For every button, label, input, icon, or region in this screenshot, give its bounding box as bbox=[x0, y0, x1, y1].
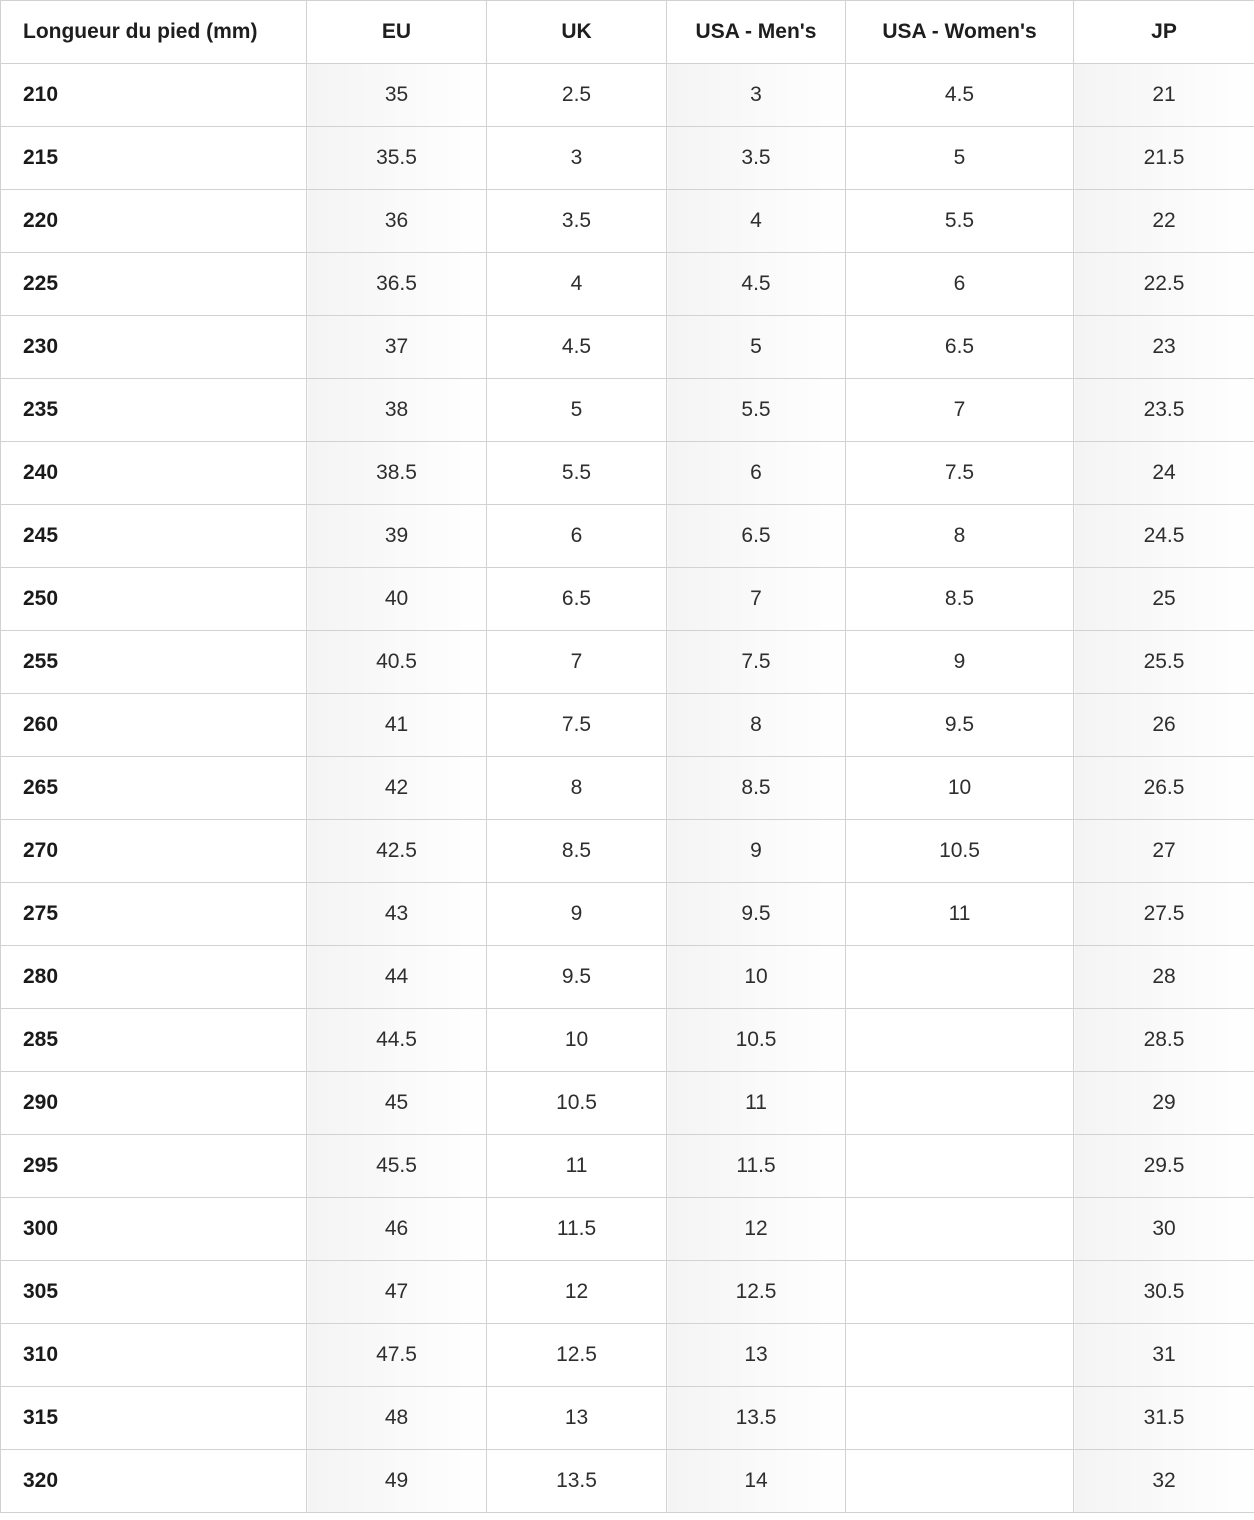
cell-usa-men: 9.5 bbox=[667, 883, 846, 946]
cell-usa-women bbox=[846, 1387, 1074, 1450]
cell-usa-men: 12.5 bbox=[667, 1261, 846, 1324]
cell-jp: 29 bbox=[1074, 1072, 1254, 1135]
cell-usa-women: 7.5 bbox=[846, 442, 1074, 505]
cell-eu: 41 bbox=[307, 694, 487, 757]
cell-foot-length: 285 bbox=[1, 1009, 307, 1072]
cell-jp: 31 bbox=[1074, 1324, 1254, 1387]
cell-eu: 46 bbox=[307, 1198, 487, 1261]
cell-jp: 28.5 bbox=[1074, 1009, 1254, 1072]
table-row bbox=[1, 883, 1254, 946]
cell-foot-length: 255 bbox=[1, 631, 307, 694]
cell-eu: 40.5 bbox=[307, 631, 487, 694]
cell-usa-men: 10.5 bbox=[667, 1009, 846, 1072]
cell-foot-length: 320 bbox=[1, 1450, 307, 1513]
cell-eu: 36.5 bbox=[307, 253, 487, 316]
table-row bbox=[1, 631, 1254, 694]
cell-jp: 31.5 bbox=[1074, 1387, 1254, 1450]
cell-usa-men: 11.5 bbox=[667, 1135, 846, 1198]
cell-uk: 6 bbox=[487, 505, 667, 568]
cell-eu: 45.5 bbox=[307, 1135, 487, 1198]
cell-eu: 35.5 bbox=[307, 127, 487, 190]
cell-foot-length: 230 bbox=[1, 316, 307, 379]
cell-eu: 45 bbox=[307, 1072, 487, 1135]
table-row bbox=[1, 505, 1254, 568]
cell-usa-men: 4 bbox=[667, 190, 846, 253]
cell-foot-length: 235 bbox=[1, 379, 307, 442]
header-usa-men: USA - Men's bbox=[667, 1, 846, 64]
cell-jp: 21.5 bbox=[1074, 127, 1254, 190]
table-row bbox=[1, 64, 1254, 127]
cell-usa-women: 10 bbox=[846, 757, 1074, 820]
cell-eu: 49 bbox=[307, 1450, 487, 1513]
cell-usa-women: 8.5 bbox=[846, 568, 1074, 631]
cell-usa-men: 8 bbox=[667, 694, 846, 757]
table-row bbox=[1, 379, 1254, 442]
cell-uk: 7 bbox=[487, 631, 667, 694]
table-row bbox=[1, 820, 1254, 883]
cell-usa-women: 5.5 bbox=[846, 190, 1074, 253]
cell-uk: 13 bbox=[487, 1387, 667, 1450]
cell-usa-men: 7 bbox=[667, 568, 846, 631]
cell-uk: 11 bbox=[487, 1135, 667, 1198]
cell-uk: 7.5 bbox=[487, 694, 667, 757]
cell-uk: 8.5 bbox=[487, 820, 667, 883]
cell-usa-women: 8 bbox=[846, 505, 1074, 568]
cell-eu: 37 bbox=[307, 316, 487, 379]
table-row bbox=[1, 1009, 1254, 1072]
cell-foot-length: 260 bbox=[1, 694, 307, 757]
table-row bbox=[1, 127, 1254, 190]
cell-uk: 4 bbox=[487, 253, 667, 316]
cell-eu: 35 bbox=[307, 64, 487, 127]
table-row bbox=[1, 1261, 1254, 1324]
cell-jp: 29.5 bbox=[1074, 1135, 1254, 1198]
cell-usa-men: 5 bbox=[667, 316, 846, 379]
cell-usa-women bbox=[846, 1198, 1074, 1261]
cell-foot-length: 310 bbox=[1, 1324, 307, 1387]
cell-jp: 23 bbox=[1074, 316, 1254, 379]
cell-jp: 27.5 bbox=[1074, 883, 1254, 946]
header-uk: UK bbox=[487, 1, 667, 64]
cell-usa-women bbox=[846, 946, 1074, 1009]
cell-uk: 9 bbox=[487, 883, 667, 946]
cell-jp: 22 bbox=[1074, 190, 1254, 253]
cell-foot-length: 215 bbox=[1, 127, 307, 190]
cell-foot-length: 220 bbox=[1, 190, 307, 253]
cell-uk: 12.5 bbox=[487, 1324, 667, 1387]
cell-eu: 38.5 bbox=[307, 442, 487, 505]
cell-jp: 26 bbox=[1074, 694, 1254, 757]
cell-jp: 26.5 bbox=[1074, 757, 1254, 820]
cell-usa-women: 5 bbox=[846, 127, 1074, 190]
table-body bbox=[1, 64, 1254, 1513]
cell-usa-men: 12 bbox=[667, 1198, 846, 1261]
cell-uk: 2.5 bbox=[487, 64, 667, 127]
cell-eu: 40 bbox=[307, 568, 487, 631]
cell-uk: 3 bbox=[487, 127, 667, 190]
cell-jp: 30.5 bbox=[1074, 1261, 1254, 1324]
cell-eu: 36 bbox=[307, 190, 487, 253]
cell-usa-men: 13 bbox=[667, 1324, 846, 1387]
cell-foot-length: 275 bbox=[1, 883, 307, 946]
cell-jp: 27 bbox=[1074, 820, 1254, 883]
cell-usa-women: 9 bbox=[846, 631, 1074, 694]
cell-usa-women: 4.5 bbox=[846, 64, 1074, 127]
table-header bbox=[1, 1, 1254, 64]
header-foot-length: Longueur du pied (mm) bbox=[1, 1, 307, 64]
table-row bbox=[1, 694, 1254, 757]
cell-uk: 9.5 bbox=[487, 946, 667, 1009]
table-row bbox=[1, 442, 1254, 505]
cell-eu: 39 bbox=[307, 505, 487, 568]
table-row bbox=[1, 1387, 1254, 1450]
cell-foot-length: 245 bbox=[1, 505, 307, 568]
cell-foot-length: 240 bbox=[1, 442, 307, 505]
cell-jp: 25 bbox=[1074, 568, 1254, 631]
header-jp: JP bbox=[1074, 1, 1254, 64]
cell-usa-women bbox=[846, 1072, 1074, 1135]
cell-uk: 10 bbox=[487, 1009, 667, 1072]
header-row bbox=[1, 1, 1254, 64]
cell-foot-length: 270 bbox=[1, 820, 307, 883]
cell-usa-men: 6.5 bbox=[667, 505, 846, 568]
header-usa-women: USA - Women's bbox=[846, 1, 1074, 64]
cell-usa-men: 5.5 bbox=[667, 379, 846, 442]
cell-uk: 10.5 bbox=[487, 1072, 667, 1135]
cell-foot-length: 315 bbox=[1, 1387, 307, 1450]
cell-usa-women bbox=[846, 1009, 1074, 1072]
cell-uk: 11.5 bbox=[487, 1198, 667, 1261]
header-eu: EU bbox=[307, 1, 487, 64]
cell-usa-men: 3.5 bbox=[667, 127, 846, 190]
cell-usa-women: 6.5 bbox=[846, 316, 1074, 379]
cell-jp: 30 bbox=[1074, 1198, 1254, 1261]
cell-jp: 21 bbox=[1074, 64, 1254, 127]
cell-uk: 12 bbox=[487, 1261, 667, 1324]
cell-usa-men: 14 bbox=[667, 1450, 846, 1513]
cell-foot-length: 295 bbox=[1, 1135, 307, 1198]
cell-eu: 38 bbox=[307, 379, 487, 442]
cell-usa-men: 11 bbox=[667, 1072, 846, 1135]
cell-usa-women: 6 bbox=[846, 253, 1074, 316]
table-row bbox=[1, 1072, 1254, 1135]
cell-eu: 42 bbox=[307, 757, 487, 820]
cell-eu: 48 bbox=[307, 1387, 487, 1450]
cell-usa-women bbox=[846, 1261, 1074, 1324]
cell-uk: 8 bbox=[487, 757, 667, 820]
cell-eu: 43 bbox=[307, 883, 487, 946]
cell-usa-women bbox=[846, 1324, 1074, 1387]
cell-foot-length: 290 bbox=[1, 1072, 307, 1135]
cell-jp: 24 bbox=[1074, 442, 1254, 505]
cell-usa-women: 10.5 bbox=[846, 820, 1074, 883]
table-row bbox=[1, 253, 1254, 316]
cell-uk: 4.5 bbox=[487, 316, 667, 379]
cell-usa-men: 8.5 bbox=[667, 757, 846, 820]
cell-uk: 5.5 bbox=[487, 442, 667, 505]
cell-foot-length: 265 bbox=[1, 757, 307, 820]
cell-jp: 22.5 bbox=[1074, 253, 1254, 316]
cell-uk: 3.5 bbox=[487, 190, 667, 253]
cell-usa-men: 9 bbox=[667, 820, 846, 883]
table-row bbox=[1, 946, 1254, 1009]
cell-uk: 5 bbox=[487, 379, 667, 442]
cell-eu: 47 bbox=[307, 1261, 487, 1324]
cell-eu: 44 bbox=[307, 946, 487, 1009]
cell-usa-men: 4.5 bbox=[667, 253, 846, 316]
table-row bbox=[1, 1198, 1254, 1261]
cell-foot-length: 210 bbox=[1, 64, 307, 127]
cell-usa-men: 13.5 bbox=[667, 1387, 846, 1450]
cell-usa-men: 3 bbox=[667, 64, 846, 127]
cell-jp: 28 bbox=[1074, 946, 1254, 1009]
cell-eu: 42.5 bbox=[307, 820, 487, 883]
cell-eu: 44.5 bbox=[307, 1009, 487, 1072]
cell-jp: 25.5 bbox=[1074, 631, 1254, 694]
cell-usa-women: 11 bbox=[846, 883, 1074, 946]
cell-uk: 6.5 bbox=[487, 568, 667, 631]
cell-usa-men: 7.5 bbox=[667, 631, 846, 694]
table-row bbox=[1, 757, 1254, 820]
cell-uk: 13.5 bbox=[487, 1450, 667, 1513]
cell-foot-length: 280 bbox=[1, 946, 307, 1009]
cell-jp: 24.5 bbox=[1074, 505, 1254, 568]
cell-foot-length: 300 bbox=[1, 1198, 307, 1261]
cell-foot-length: 225 bbox=[1, 253, 307, 316]
table-row bbox=[1, 1324, 1254, 1387]
cell-eu: 47.5 bbox=[307, 1324, 487, 1387]
cell-foot-length: 305 bbox=[1, 1261, 307, 1324]
table-row bbox=[1, 1450, 1254, 1513]
cell-usa-men: 10 bbox=[667, 946, 846, 1009]
table-row bbox=[1, 568, 1254, 631]
cell-usa-women: 9.5 bbox=[846, 694, 1074, 757]
table-row bbox=[1, 190, 1254, 253]
table-row bbox=[1, 1135, 1254, 1198]
table-row bbox=[1, 316, 1254, 379]
cell-jp: 23.5 bbox=[1074, 379, 1254, 442]
cell-foot-length: 250 bbox=[1, 568, 307, 631]
cell-jp: 32 bbox=[1074, 1450, 1254, 1513]
cell-usa-women bbox=[846, 1450, 1074, 1513]
cell-usa-men: 6 bbox=[667, 442, 846, 505]
cell-usa-women: 7 bbox=[846, 379, 1074, 442]
cell-usa-women bbox=[846, 1135, 1074, 1198]
